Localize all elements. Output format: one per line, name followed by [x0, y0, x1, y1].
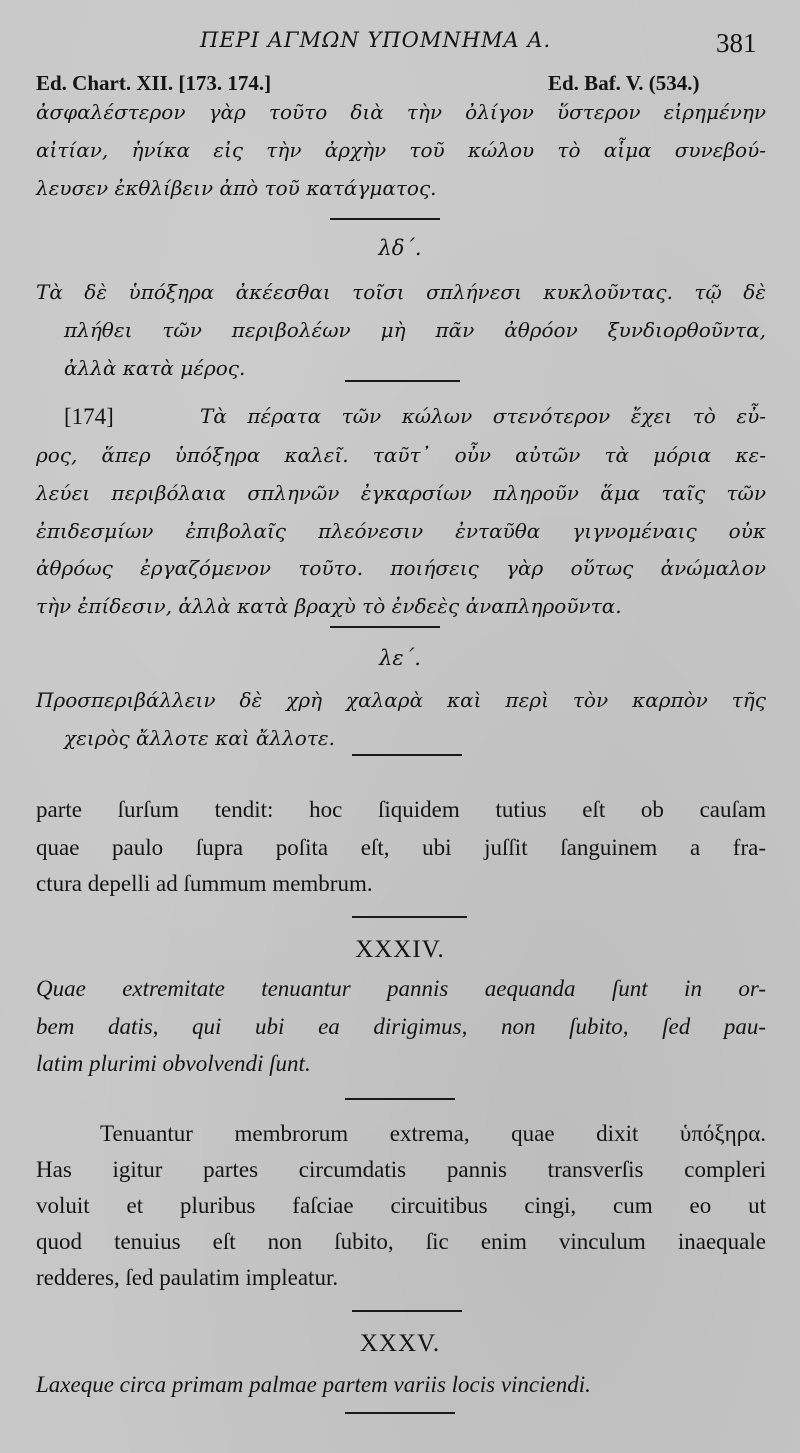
latin-intro-line: parte ſurſum tendit: hoc ſiquidem tutius eſt ob cauſam — [36, 797, 766, 822]
greek-commentary-line: ρος, ἅπερ ὑπόξηρα καλεῖ. ταῦτ᾽ οὖν αὐτῶν τὰ μόρια κε- — [36, 443, 766, 467]
latin-commentary-line: Tenuantur membrorum extrema, quae dixit ὑπόξηρα. — [100, 1121, 766, 1146]
latin-aphorism-line: Quae extremitate tenuantur pannis aequanda ſunt in or- — [36, 976, 766, 1001]
latin-aphorism-line: Laxeque circa primam palmae partem variis locis vinciendi. — [36, 1372, 591, 1397]
latin-commentary-line: voluit et pluribus faſciae circuitibus cingi, cum eo ut — [36, 1193, 766, 1218]
section-divider — [330, 626, 440, 628]
latin-aphorism-line: latim plurimi obvolvendi ſunt. — [36, 1051, 311, 1076]
latin-aphorism-line: bem datis, qui ubi ea dirigimus, non ſubito, ſed pau- — [36, 1014, 766, 1039]
section-number-latin-35: XXXV. — [359, 1330, 441, 1357]
latin-intro-line: quae paulo ſupra poſita eſt, ubi juſſit ſanguinem a fra- — [36, 835, 766, 860]
section-divider — [345, 1412, 455, 1414]
greek-aphorism-line: Προσπεριβάλλειν δὲ χρὴ χαλαρὰ καὶ περὶ τὸν καρπὸν τῆς — [36, 688, 766, 712]
section-number-latin-34: XXXIV. — [355, 936, 445, 963]
latin-commentary-line: quod tenuius eſt non ſubito, ſic enim vinculum inaequale — [36, 1229, 766, 1254]
greek-intro-line: αἰτίαν, ἡνίκα εἰς τὴν ἀρχὴν τοῦ κώλου τὸ αἷμα συνεβού- — [36, 138, 766, 162]
page-number: 381 — [716, 28, 757, 58]
section-divider — [330, 218, 440, 220]
greek-commentary-line: τὴν ἐπίδεσιν, ἀλλὰ κατὰ βραχὺ τὸ ἐνδεὲς ἀναπληροῦντα. — [36, 594, 622, 618]
greek-commentary-line: Τὰ πέρατα τῶν κώλων στενότερον ἔχει τὸ εὖ- — [200, 404, 766, 428]
edition-reference-left: Ed. Chart. XII. [173. 174.] — [36, 71, 272, 95]
edition-reference-right: Ed. Baf. V. (534.) — [548, 71, 700, 95]
greek-intro-line: ἀσφαλέστερον γὰρ τοῦτο διὰ τὴν ὀλίγον ὕστερον εἰρημένην — [36, 100, 766, 124]
section-number-greek-35: λε΄. — [379, 646, 421, 670]
section-divider — [352, 754, 462, 756]
greek-commentary-line: ἀθρόως ἐργαζόμενον τοῦτο. ποιήσεις γὰρ οὕτως ἀνώμαλον — [36, 556, 766, 580]
section-divider — [352, 916, 467, 918]
greek-aphorism-line: πλήθει τῶν περιβολέων μὴ πᾶν ἀθρόον ξυνδιορθοῦντα, — [64, 318, 766, 342]
greek-intro-line: λευσεν ἐκθλίβειν ἀπὸ τοῦ κατάγματος. — [36, 176, 437, 200]
running-header-title: ΠΕΡΙ ΑΓΜΩΝ ΥΠΟΜΝΗΜΑ Α. — [200, 28, 552, 52]
section-number-greek-34: λδ΄. — [378, 236, 422, 260]
greek-aphorism-line: Τὰ δὲ ὑπόξηρα ἀκέεσθαι τοῖσι σπλήνεσι κυκλοῦντας. τῷ δὲ — [36, 280, 766, 304]
latin-commentary-line: Has igitur partes circumdatis pannis transverſis compleri — [36, 1157, 766, 1182]
greek-commentary-line: λεύει περιβόλαια σπληνῶν ἐγκαρσίων πληροῦν ἅμα ταῖς τῶν — [36, 481, 766, 505]
latin-commentary-line: redderes, ſed paulatim impleatur. — [36, 1265, 339, 1290]
greek-commentary-line: ἐπιδεσμίων ἐπιβολαῖς πλεόνεσιν ἐνταῦθα γιγνομέναις οὐκ — [36, 519, 766, 543]
greek-aphorism-line: χειρὸς ἄλλοτε καὶ ἄλλοτε. — [64, 726, 335, 750]
section-divider — [345, 380, 460, 382]
section-divider — [345, 1098, 455, 1100]
greek-aphorism-line: ἀλλὰ κατὰ μέρος. — [64, 356, 246, 380]
latin-intro-line: ctura depelli ad ſummum membrum. — [36, 871, 373, 896]
bracket-page-reference: [174] — [64, 404, 114, 429]
section-divider — [352, 1310, 462, 1312]
